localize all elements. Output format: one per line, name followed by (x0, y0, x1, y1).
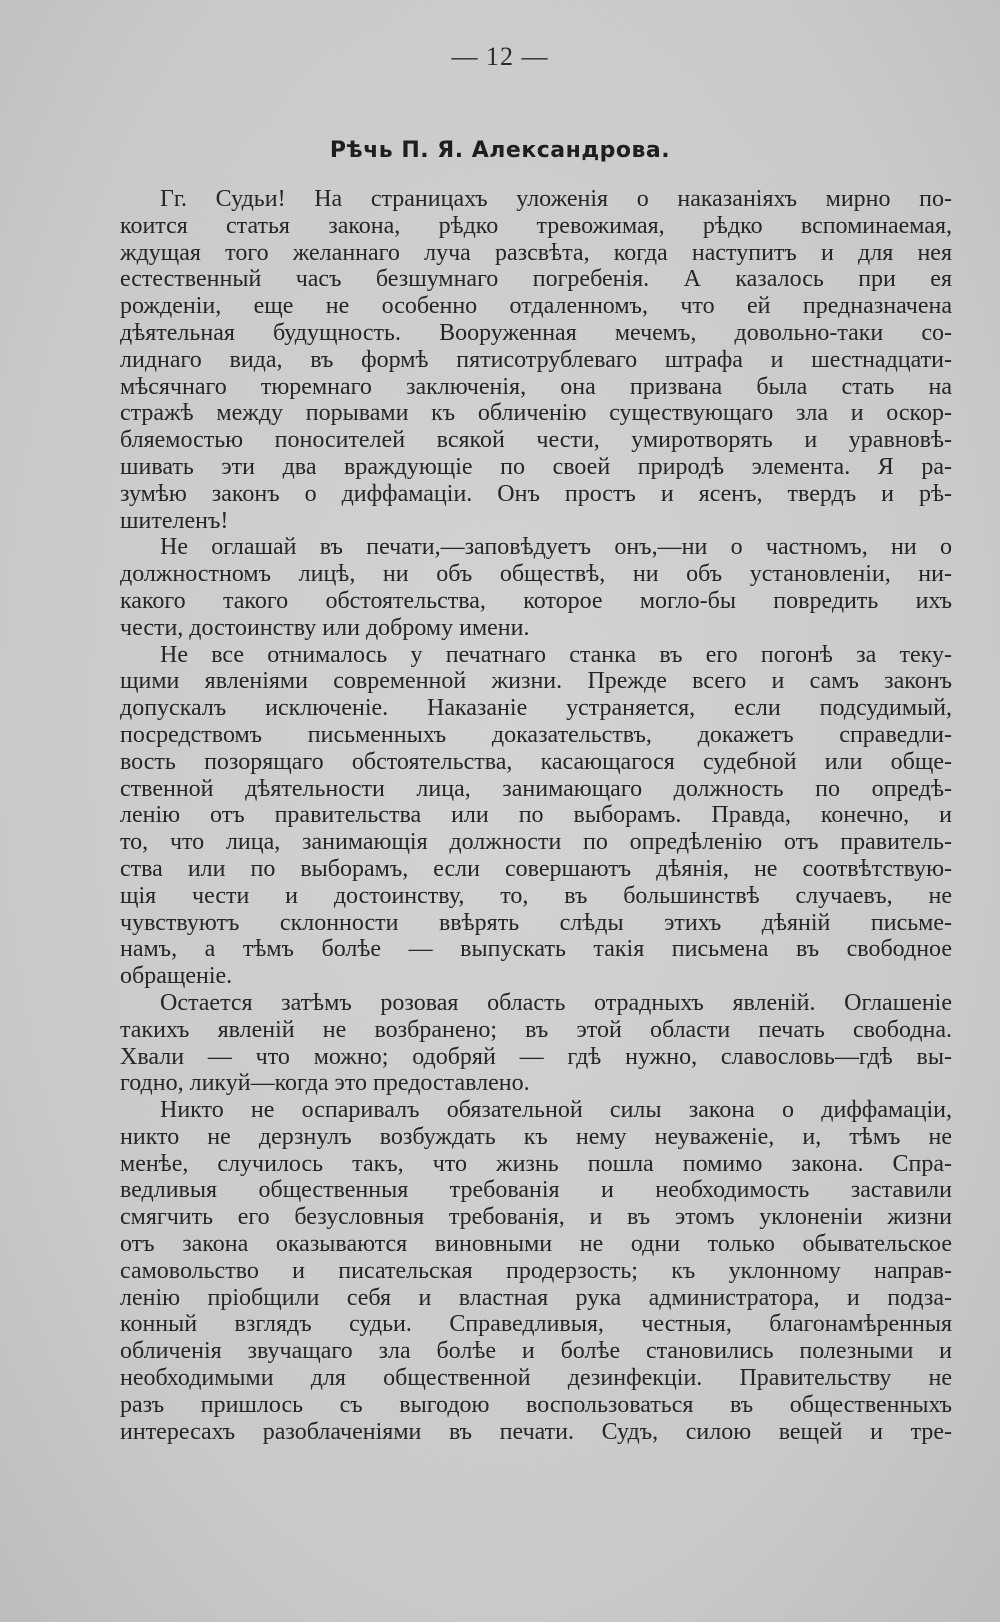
text-line: конный взглядъ судьи. Справедливыя, честныя, благонамѣренныя (120, 1311, 952, 1338)
text-line: допускалъ исключеніе. Наказаніе устраняется, если подсудимый, (120, 695, 952, 722)
body-text (120, 186, 952, 1445)
text-line: интересахъ разоблаченіями въ печати. Судъ, силою вещей и тре- (120, 1418, 952, 1445)
text-line: щими явленіями современной жизни. Прежде всего и самъ законъ (120, 668, 952, 695)
page-number: — 12 — (451, 42, 549, 71)
text-line: никто не дерзнулъ возбуждать къ нему неуваженіе, и, тѣмъ не (120, 1123, 952, 1150)
text-line: необходимыми для общественной дезинфекціи. Правительству не (120, 1365, 952, 1392)
text-line: обличенія звучащаго зла болѣе и болѣе становились полезными и (120, 1338, 952, 1365)
text-line: ственной дѣятельности лица, занимающаго должность по опредѣ- (120, 775, 952, 802)
text-line: какого такого обстоятельства, которое могло-бы повредить ихъ (120, 587, 952, 614)
text-line: Никто не оспаривалъ обязательной силы закона о диффамаціи, (160, 1097, 952, 1124)
text-line: самовольство и писательская продерзость; къ уклонному направ- (120, 1257, 952, 1284)
text-line: стражѣ между порывами къ обличенію существующаго зла и оскор- (120, 400, 952, 427)
text-line: естественный часъ безшумнаго погребенія. А казалось при ея (120, 266, 952, 293)
text-line: должностномъ лицѣ, ни объ обществѣ, ни объ установленіи, ни- (120, 561, 952, 588)
page-title: Рѣчь П. Я. Александрова. (329, 138, 671, 163)
text-line: разъ пришлось съ выгодою воспользоваться въ общественныхъ (120, 1391, 952, 1418)
text-line: Гг. Судьи! На страницахъ уложенія о наказаніяхъ мирно по- (160, 186, 952, 212)
text-line: вость позорящаго обстоятельства, касающагося судебной или обще- (120, 748, 952, 775)
text-line: годно, ликуй—когда это предоставлено. (120, 1070, 530, 1097)
text-line: ства или по выборамъ, если совершаютъ дѣянія, не соотвѣтствую- (120, 855, 952, 882)
text-line: Хвали — что можно; одобряй — гдѣ нужно, славословь—гдѣ вы- (120, 1043, 952, 1070)
text-line: зумѣю законъ о диффамаціи. Онъ простъ и ясенъ, твердъ и рѣ- (120, 480, 952, 507)
text-line: рожденіи, еще не особенно отдаленномъ, что ей предназначена (120, 293, 952, 320)
text-line: Не оглашай въ печати,—заповѣдуетъ онъ,—ни о частномъ, ни о (160, 534, 952, 561)
text-line: намъ, а тѣмъ болѣе — выпускать такія письмена въ свободное (120, 936, 952, 963)
text-line: то, что лица, занимающія должности по опредѣленію отъ правитель- (120, 829, 952, 856)
text-line: чувствуютъ склонности ввѣрять слѣды этихъ дѣяній письме- (120, 909, 952, 936)
text-line: щія чести и достоинству, то, въ большинствѣ случаевъ, не (120, 882, 952, 909)
text-line: отъ закона оказываются виновными не одни только обывательское (120, 1231, 952, 1258)
text-line: коится статья закона, рѣдко тревожимая, рѣдко вспоминаемая, (120, 212, 952, 239)
text-line: Остается затѣмъ розовая область отрадныхъ явленій. Оглашеніе (160, 989, 952, 1016)
text-line: бляемостью поносителей всякой чести, умиротворять и уравновѣ- (120, 427, 952, 454)
text-line: менѣе, случилось такъ, что жизнь пошла помимо закона. Спра- (120, 1150, 952, 1177)
text-line: ждущая того желаннаго луча разсвѣта, когда наступитъ и для нея (120, 239, 952, 266)
text-line: ленію отъ правительства или по выборамъ. Правда, конечно, и (120, 802, 952, 829)
text-line: Не все отнималось у печатнаго станка въ его погонѣ за теку- (160, 641, 952, 668)
text-line: ведливыя общественныя требованія и необходимость заставили (120, 1177, 952, 1204)
text-line: ленію пріобщили себя и властная рука администратора, и подза- (120, 1284, 952, 1311)
text-line: дѣятельная будущность. Вооруженная мечемъ, довольно-таки со- (120, 319, 952, 346)
text-line: шителенъ! (120, 507, 229, 534)
text-line: смягчить его безусловныя требованія, и въ этомъ уклоненіи жизни (120, 1204, 952, 1231)
text-line: лиднаго вида, въ формѣ пятисотрублеваго штрафа и шестнадцати- (120, 346, 952, 373)
text-line: шивать эти два враждующіе по своей природѣ элемента. Я ра- (120, 453, 952, 480)
text-line: посредствомъ письменныхъ доказательствъ, докажетъ справедли- (120, 721, 952, 748)
text-line: такихъ явленій не возбранено; въ этой области печать свободна. (120, 1016, 952, 1043)
text-line: чести, достоинству или доброму имени. (120, 614, 530, 641)
text-line: мѣсячнаго тюремнаго заключенія, она призвана была стать на (120, 373, 952, 400)
text-line: обращеніе. (120, 963, 233, 990)
